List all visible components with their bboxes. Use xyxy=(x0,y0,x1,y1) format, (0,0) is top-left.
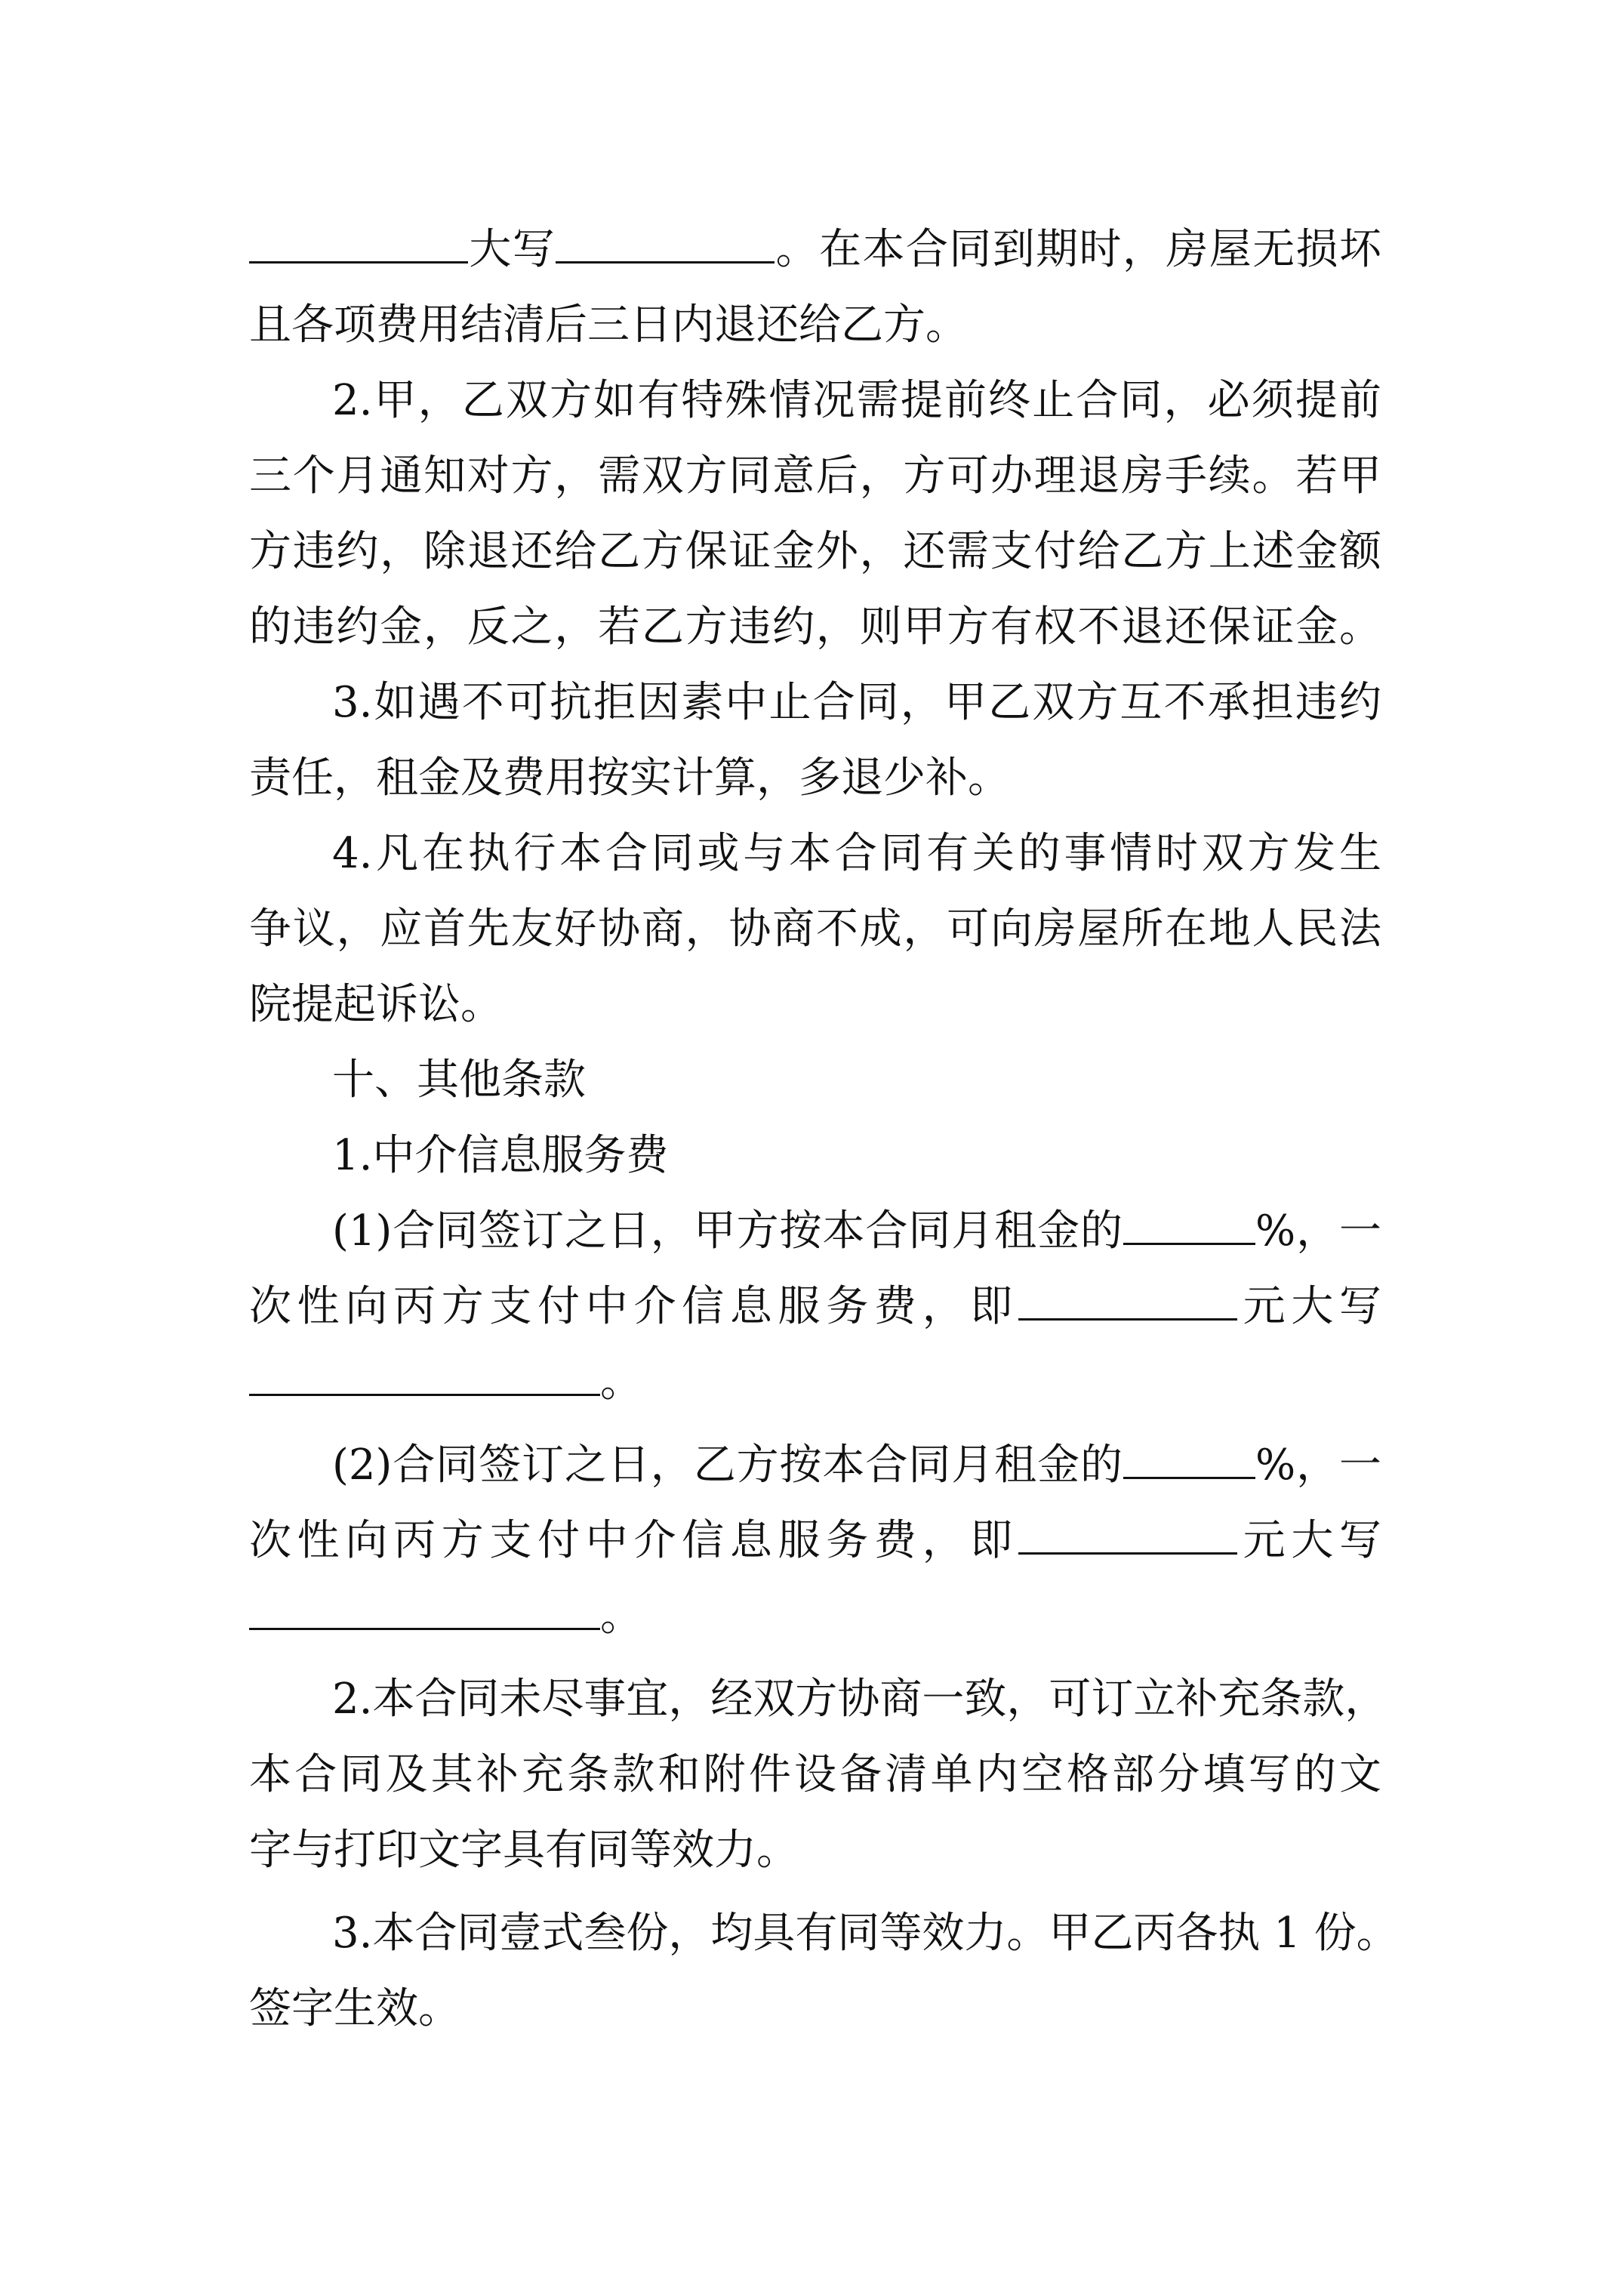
paragraph-line: 争议，应首先友好协商，协商不成，可向房屋所在地人民法 xyxy=(249,905,1381,954)
paragraph-line: 4.凡在执行本合同或与本合同有关的事情时双方发生 xyxy=(332,829,1381,878)
paragraph-line: 字与打印文字具有同等效力。 xyxy=(249,1826,799,1875)
blank-field xyxy=(1123,1441,1255,1479)
paragraph-line: 本合同及其补充条款和附件设备清单内空格部分填写的文 xyxy=(249,1750,1381,1799)
paragraph-line: 次性向丙方支付中介信息服务费，即 元大写 xyxy=(249,1516,1382,1565)
paragraph-line: 大写 。在本合同到期时，房屋无损坏 xyxy=(249,223,1381,276)
paragraph-line: 次性向丙方支付中介信息服务费，即 元大写 xyxy=(249,1282,1382,1331)
paragraph-line: 3.如遇不可抗拒因素中止合同，甲乙双方互不承担违约 xyxy=(332,678,1381,727)
blank-field xyxy=(249,225,468,264)
blank-field xyxy=(556,225,775,264)
paragraph-line: 签字生效。 xyxy=(249,1984,460,2033)
paragraph-line: 的违约金，反之，若乙方违约，则甲方有权不退还保证金。 xyxy=(249,603,1381,652)
paragraph-line: 3.本合同壹式叁份，均具有同等效力。甲乙丙各执 1 份。 xyxy=(332,1909,1399,1958)
blank-field xyxy=(1018,1282,1237,1321)
paragraph-line: 方违约，除退还给乙方保证金外，还需支付给乙方上述金额 xyxy=(249,527,1381,576)
paragraph-line: 2.本合同未尽事宜，经双方协商一致，可订立补充条款， xyxy=(332,1675,1387,1724)
blank-field xyxy=(1123,1207,1255,1245)
paragraph-line: (1)合同签订之日，甲方按本合同月租金的 %，一 xyxy=(332,1207,1381,1256)
paragraph-line: 责任，租金及费用按实计算，多退少补。 xyxy=(249,754,1010,803)
paragraph-line: 2.甲，乙双方如有特殊情况需提前终止合同，必须提前 xyxy=(332,376,1381,425)
paragraph-line: 。 xyxy=(249,1590,1381,1643)
paragraph-line: 。 xyxy=(249,1356,1381,1409)
paragraph-line: 且各项费用结清后三日内退还给乙方。 xyxy=(249,300,968,350)
paragraph-line: 院提起诉讼。 xyxy=(249,980,503,1029)
blank-field xyxy=(1018,1516,1237,1555)
paragraph-line: 三个月通知对方，需双方同意后，方可办理退房手续。若甲 xyxy=(249,451,1381,501)
blank-field xyxy=(249,1592,600,1630)
section-heading: 十、其他条款 xyxy=(332,1056,586,1105)
paragraph-line: (2)合同签订之日，乙方按本合同月租金的 %，一 xyxy=(332,1441,1381,1490)
blank-field xyxy=(249,1358,600,1396)
item-title: 1.中介信息服务费 xyxy=(332,1131,669,1180)
